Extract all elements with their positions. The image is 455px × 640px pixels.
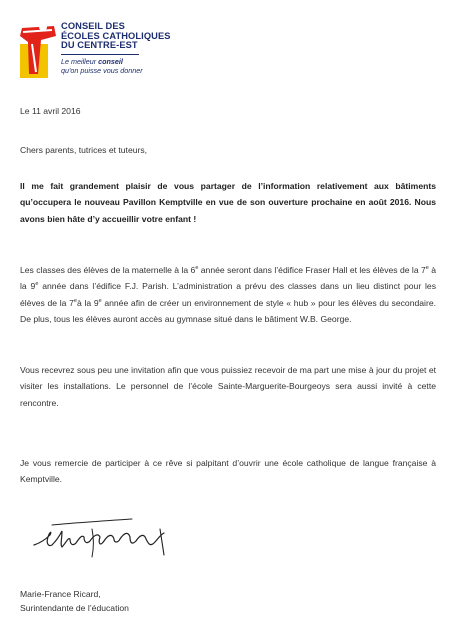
- logo-name: CONSEIL DES ÉCOLES CATHOLIQUES DU CENTRE-EST: [61, 21, 171, 51]
- signer-name: Marie-France Ricard,: [20, 589, 101, 599]
- buildings-paragraph: Les classes des élèves de la maternelle à la 6e année seront dans l’édifice Fraser Hall et les élèves de la 7e à la 9e année dans l’édifice F.J. Parish. L’administration a prévu des classes dans un lieu distinct pour les élèves de la 7eà la 9e année afin de créer un environnement de style « hub » pour les élèves du secondaire. De plus, tous les élèves auront accès au gymnase situé dans le bâtiment W.B. George.: [20, 265, 437, 325]
- closing-paragraph: Je vous remercie de participer à ce rêve si palpitant d’ouvrir une école catholique de langue française à Kemptville.: [20, 458, 436, 485]
- school-board-logo: [20, 22, 220, 82]
- signer-title: Surintendante de l’éducation: [20, 603, 129, 613]
- letter-date: Le 11 avril 2016: [20, 106, 81, 116]
- logo-divider: [61, 54, 139, 55]
- invitation-paragraph: Vous recevrez sous peu une invitation afin que vous puissiez recevoir de ma part une mise à jour du projet et visiter les installations. Le personnel de l’école Sainte-Marguerite-Bourgeoys sera aussi invité à cette rencontre.: [20, 365, 436, 408]
- handwritten-signature: [32, 513, 172, 563]
- intro-paragraph: Il me fait grandement plaisir de vous partager de l’information relativement aux bâtiments qu’occupera le nouveau Pavillon Kemptville en vue de son ouverture prochaine en août 2016. Nous avons bien hâte d’y accueillir votre enfant !: [20, 181, 436, 224]
- logo-figure-icon: [20, 22, 58, 78]
- salutation: Chers parents, tutrices et tuteurs,: [20, 145, 148, 155]
- logo-tagline: Le meilleur conseil qu'on puisse vous donner: [61, 57, 143, 75]
